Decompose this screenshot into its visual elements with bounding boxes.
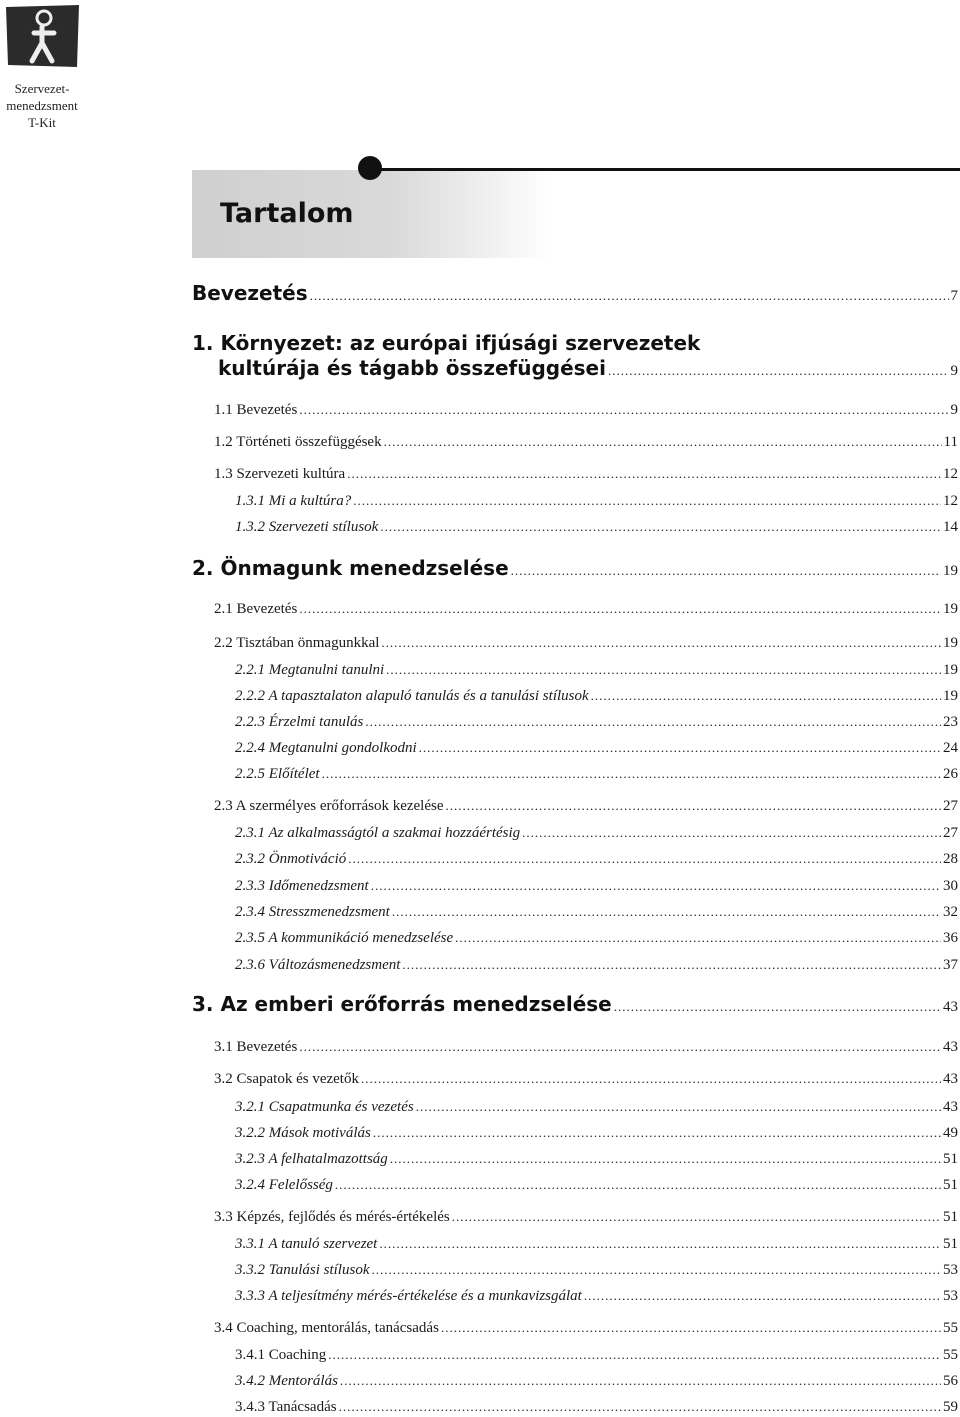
- toc-leader: [299, 400, 948, 420]
- toc-entry[interactable]: [214, 1207, 958, 1227]
- toc-leader: [335, 1175, 941, 1195]
- toc-entry-label: 2.2.4 Megtanulni gondolkodni: [235, 740, 417, 756]
- toc-leader: [328, 1345, 941, 1365]
- bullet-dot-icon: [358, 156, 382, 180]
- toc-leader: [381, 633, 941, 653]
- toc-entry[interactable]: [214, 1318, 958, 1338]
- toc-entry-label: 3. Az emberi erőforrás menedzselése: [192, 992, 612, 1016]
- toc-entry-page: 19: [943, 688, 958, 704]
- toc-leader: [371, 876, 941, 896]
- toc-entry-page: 56: [943, 1373, 958, 1389]
- toc-entry-label: 1.3.1 Mi a kultúra?: [235, 493, 352, 509]
- toc-entry-page: 9: [950, 363, 958, 379]
- toc-entry-page: 19: [943, 601, 958, 617]
- toc-leader: [347, 464, 941, 484]
- toc-leader: [392, 902, 941, 922]
- toc-entry-label: 3.4.2 Mentorálás: [235, 1373, 338, 1389]
- toc-leader: [299, 1037, 941, 1057]
- toc-entry[interactable]: [235, 902, 958, 922]
- toc-entry-page: 32: [943, 904, 958, 920]
- toc-entry[interactable]: [235, 517, 958, 537]
- toc-entry-page: 49: [943, 1125, 958, 1141]
- sidebar-series-label: [0, 80, 84, 131]
- toc-entry[interactable]: [235, 823, 958, 843]
- toc-entry-label: 3.2.4 Felelősség: [235, 1177, 333, 1193]
- toc-entry-label: Bevezetés: [192, 281, 308, 305]
- toc-entry-page: 27: [943, 798, 958, 814]
- toc-entry-page: 9: [950, 402, 958, 418]
- toc-entry-label: 1.2 Történeti összefüggések: [214, 434, 382, 450]
- toc-entry[interactable]: [235, 1260, 958, 1280]
- toc-entry-label: 3.2.1 Csapatmunka és vezetés: [235, 1099, 414, 1115]
- toc-entry-page: 43: [943, 999, 958, 1015]
- toc-entry-label: 2.3.5 A kommunikáció menedzselése: [235, 930, 454, 946]
- toc-entry-label: 2.1 Bevezetés: [214, 601, 298, 617]
- toc-leader: [416, 1097, 941, 1117]
- toc-entry-label: 3.2.2 Mások motiválás: [235, 1125, 371, 1141]
- toc-entry-page: 51: [943, 1236, 958, 1252]
- toc-entry-page: 19: [943, 635, 958, 651]
- toc-chapter1-line1: 1. Környezet: az európai ifjúsági szervezetek: [192, 331, 701, 355]
- toc-entry-label: kultúrája és tágabb összefüggései: [218, 356, 606, 380]
- toc-entry-page: 53: [943, 1288, 958, 1304]
- toc-leader: [339, 1397, 941, 1417]
- sidebar-line: T-Kit: [28, 115, 56, 130]
- toc-entry-page: 43: [943, 1039, 958, 1055]
- toc-entry-page: 12: [943, 493, 958, 509]
- toc-leader: [419, 738, 941, 758]
- toc-entry-label: 1.1 Bevezetés: [214, 402, 298, 418]
- toc-entry-page: 51: [943, 1177, 958, 1193]
- toc-entry-page: 37: [943, 957, 958, 973]
- toc-entry[interactable]: [214, 1069, 958, 1089]
- toc-entry-page: 30: [943, 878, 958, 894]
- toc-entry-label: 3.4.3 Tanácsadás: [235, 1399, 337, 1415]
- toc-entry-label: 3.3.2 Tanulási stílusok: [235, 1262, 370, 1278]
- toc-leader: [386, 660, 941, 680]
- toc-leader: [455, 928, 941, 948]
- toc-entry[interactable]: [235, 1149, 958, 1169]
- toc-entry-page: 43: [943, 1099, 958, 1115]
- toc-entry-label: 2.2.2 A tapasztalaton alapuló tanulás és a tanulási stílusok: [235, 688, 589, 704]
- toc-entry-page: 14: [943, 519, 958, 535]
- toc-entry-label: 2.3.6 Változásmenedzsment: [235, 957, 401, 973]
- toc-entry-page: 19: [943, 662, 958, 678]
- toc-entry[interactable]: [235, 1097, 958, 1117]
- toc-entry-label: 1.3 Szervezeti kultúra: [214, 466, 346, 482]
- toc-leader: [441, 1318, 941, 1338]
- toc-entry-label: 2.2.3 Érzelmi tanulás: [235, 714, 364, 730]
- toc-leader: [446, 796, 942, 816]
- sidebar-line: Szervezet-: [14, 81, 70, 96]
- toc-entry[interactable]: [235, 738, 958, 758]
- toc-entry[interactable]: [235, 1123, 958, 1143]
- toc-entry-label: 2.2 Tisztában önmagunkkal: [214, 635, 380, 651]
- tkit-logo-icon: [4, 3, 81, 69]
- toc-leader: [340, 1371, 941, 1391]
- toc-leader: [511, 559, 941, 583]
- toc-leader: [379, 1234, 941, 1254]
- toc-entry-page: 59: [943, 1399, 958, 1415]
- toc-entry[interactable]: [235, 764, 958, 784]
- toc-entry-label: 3.4.1 Coaching: [235, 1347, 327, 1363]
- toc-entry-page: 43: [943, 1071, 958, 1087]
- toc-entry-page: 55: [943, 1320, 958, 1336]
- toc-leader: [353, 491, 941, 511]
- toc-chapter3[interactable]: [192, 992, 958, 1016]
- toc-entry[interactable]: [235, 1345, 958, 1365]
- toc-entry[interactable]: [214, 796, 958, 816]
- toc-leader: [402, 955, 941, 975]
- page-title: Tartalom: [220, 198, 354, 229]
- toc-leader: [608, 359, 949, 383]
- toc-entry[interactable]: [214, 432, 958, 452]
- toc-entry[interactable]: [214, 400, 958, 420]
- toc-entry[interactable]: [235, 1286, 958, 1306]
- toc-leader: [371, 1260, 941, 1280]
- toc-leader: [522, 823, 941, 843]
- toc-entry[interactable]: [235, 876, 958, 896]
- toc-entry[interactable]: [235, 1397, 958, 1417]
- toc-entry[interactable]: [235, 491, 958, 511]
- toc-entry-page: 36: [943, 930, 958, 946]
- toc-leader: [361, 1069, 941, 1089]
- toc-entry[interactable]: [235, 660, 958, 680]
- toc-entry-bevezetes[interactable]: [192, 281, 958, 305]
- toc-entry[interactable]: [235, 849, 958, 869]
- toc-entry-page: 11: [943, 434, 958, 450]
- toc-entry-label: 3.2 Csapatok és vezetők: [214, 1071, 359, 1087]
- toc-entry-label: 3.3.1 A tanuló szervezet: [235, 1236, 378, 1252]
- toc-entry-label: 2. Önmagunk menedzselése: [192, 556, 509, 580]
- toc-leader: [373, 1123, 941, 1143]
- toc-leader: [384, 432, 942, 452]
- toc-entry-page: 26: [943, 766, 958, 782]
- toc-entry-label: 2.3.3 Időmenedzsment: [235, 878, 369, 894]
- toc-entry[interactable]: [235, 928, 958, 948]
- toc-entry-label: 2.3.2 Önmotiváció: [235, 851, 347, 867]
- toc-entry-label: 2.3 A szermélyes erőforrások kezelése: [214, 798, 444, 814]
- toc-chapter2[interactable]: [192, 556, 958, 580]
- toc-leader: [591, 686, 941, 706]
- toc-leader: [365, 712, 941, 732]
- toc-entry-page: 28: [943, 851, 958, 867]
- toc-entry-label: 3.2.3 A felhatalmazottság: [235, 1151, 388, 1167]
- toc-entry-label: 2.3.1 Az alkalmasságtól a szakmai hozzáértésig: [235, 825, 521, 841]
- toc-entry-label: 2.3.4 Stresszmenedzsment: [235, 904, 390, 920]
- toc-entry[interactable]: [214, 599, 958, 619]
- toc-entry-label: 2.2.5 Előítélet: [235, 766, 320, 782]
- toc-entry-label: 2.2.1 Megtanulni tanulni: [235, 662, 385, 678]
- toc-entry-page: 55: [943, 1347, 958, 1363]
- toc-entry-page: 53: [943, 1262, 958, 1278]
- toc-entry[interactable]: [235, 1175, 958, 1195]
- toc-entry-page: 19: [943, 563, 958, 579]
- toc-entry-label: 3.3.3 A teljesítmény mérés-értékelése és a munkavizsgálat: [235, 1288, 582, 1304]
- toc-entry[interactable]: [235, 1371, 958, 1391]
- toc-entry[interactable]: [235, 686, 958, 706]
- toc-entry-label: 3.1 Bevezetés: [214, 1039, 298, 1055]
- toc-entry[interactable]: [235, 712, 958, 732]
- toc-entry-page: 24: [943, 740, 958, 756]
- toc-entry-page: 12: [943, 466, 958, 482]
- toc-leader: [380, 517, 941, 537]
- toc-leader: [299, 599, 941, 619]
- toc-leader: [584, 1286, 941, 1306]
- toc-entry-page: 27: [943, 825, 958, 841]
- toc-entry-label: 3.4 Coaching, mentorálás, tanácsadás: [214, 1320, 439, 1336]
- toc-leader: [310, 284, 949, 308]
- toc-entry-label: 1.3.2 Szervezeti stílusok: [235, 519, 379, 535]
- toc-entry[interactable]: [214, 633, 958, 653]
- toc-entry[interactable]: [235, 1234, 958, 1254]
- toc-entry-page: 7: [950, 288, 958, 304]
- toc-entry[interactable]: [214, 1037, 958, 1057]
- toc-entry-page: 51: [943, 1209, 958, 1225]
- toc-entry-page: 51: [943, 1151, 958, 1167]
- toc-entry[interactable]: [214, 464, 958, 484]
- toc-chapter1[interactable]: [218, 356, 958, 380]
- toc-leader: [452, 1207, 941, 1227]
- toc-leader: [390, 1149, 941, 1169]
- toc-entry-label: 3.3 Képzés, fejlődés és mérés-értékelés: [214, 1209, 450, 1225]
- toc-leader: [614, 995, 941, 1019]
- toc-leader: [322, 764, 941, 784]
- sidebar-line: menedzsment: [6, 98, 78, 113]
- header-rule: [370, 168, 960, 171]
- toc-leader: [348, 849, 941, 869]
- toc-entry-page: 23: [943, 714, 958, 730]
- toc-entry[interactable]: [235, 955, 958, 975]
